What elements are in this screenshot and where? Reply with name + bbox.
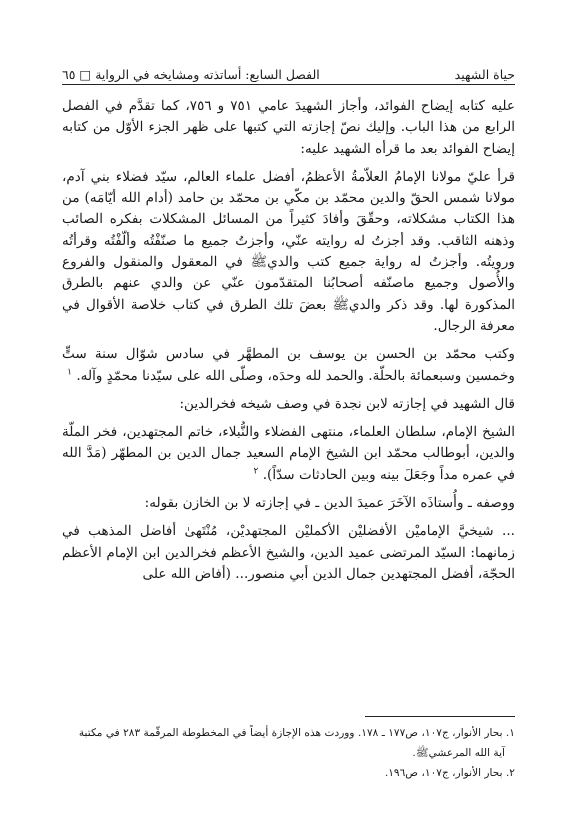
footnote-1: ١. بحار الأنوار، ج١٠٧، ص١٧٧ ـ ١٧٨. ووردت هذه الإجازة أيضاً في المخطوطة المرقّمة ٢٨٣ في مكتبة: [78, 727, 515, 739]
paragraph-ibn-najda: قال الشهيد في إجازته لابن نجدة في وصف شيخه فخرالدين:: [179, 395, 515, 412]
header-divider: [62, 84, 515, 85]
ijaza-text: قرأ عليّ مولانا الإمامُ العلاّمةُ الأعظمُ، أفضل علماء العالم، سيّد فضلاء بني آدم، مولانا شمس الحقّ والدين محمّد بن مكّي بن محمّد بن حامد (أدام الله أيّامَه) من هذا الكتاب مشكلاته، وحقّقَ وأفادَ كثيراً من المسائل المشكلات بفكره الصائب وذهنه الثاقب. وقد أجزتُ له روايته عنّي، وأجزتُ جميع ما صنّفْتُه وألّفْتُه وقرأتُه ورويتُه. وأجزتُ له رواية جميع كتب والديﷺ في المعقول والمنقول والفروع والأُصول وجميع ماصنّفه أصحابُنا المتقدّمون عنّي عن والدي عنهم بالطرق المذكورة لها. وقد ذكر والديﷺ بعضَ تلك الطرق في كتاب خلاصة الأقوال في معرفة الرجال.: [62, 168, 515, 334]
footnote-ref-1: ١: [67, 367, 73, 378]
footnote-ref-2: ٢: [253, 466, 259, 477]
running-header: [62, 60, 515, 82]
paragraph-intro: عليه كتابه إيضاح الفوائد، وأجاز الشهيدَ عامي ٧٥١ و ٧٥٦، كما تقدَّم في الفصل الرابع من هذا الباب. وإليك نصّ إجازته التي كتبها على ظهر الجزء الأوّل من كتابه إيضاح الفوائد بعد ما قرأه الشهيد عليه:: [62, 98, 515, 157]
header-book-title: حياة الشهيد: [454, 67, 515, 82]
footnote-1-continued: آية الله المرعشيﷺ.: [412, 747, 505, 759]
footnote-2: ٢. بحار الأنوار، ج١٠٧، ص١٩٦.: [384, 767, 515, 779]
paragraph-ibn-khazin: ووصفه ـ وأُستاذَه الآخَرَ عميدَ الدين ـ في إجازته لا بن الخازن بقوله:: [144, 495, 515, 512]
header-chapter-title: الفصل السابع: أساتذته ومشايخه في الرواية □ ٦٥: [62, 67, 320, 82]
ijaza-closing: [62, 344, 515, 387]
footnote-divider: [365, 716, 515, 717]
quote-two-masters: ... شيخيَّ الإماميْن الأفضليْن الأكمليْن المجتهديْن، مُنْتَهىٰ أفاضل المذهب في زمانهما: السيّد المرتضى عميد الدين، والشيخ الأعظم فخرالدين ابن الإمام الأعظم الحجّة، أفضل المجتهدين جمال الدين أبي منصور... (أفاض الله على: [62, 523, 515, 582]
quote-fakhr-text: الشيخ الإمام، سلطان العلماء، منتهى الفضلاء والنُّبلاء، خاتم المجتهدين، فخر الملّة والدين، أبوطالب محمّد ابن الشيخ الإمام السعيد جمال الدين بن المطهّر (مَدَّ الله في عمره مداً وجَعَلَ بينه وبين الحادثات سدّاً).: [62, 424, 515, 483]
page-body: [62, 96, 515, 592]
quote-fakhr-al-din: [62, 422, 515, 486]
ijaza-closing-text: وكتب محمّد بن الحسن بن يوسف بن المطهَّر في سادس شوّال سنة ستٍّ وخمسين وسبعمائة بالحلّة. والحمد لله وحدَه، وصلّى الله على سيّدنا محمّدٍ وآله.: [62, 346, 515, 384]
footnotes: [62, 724, 515, 784]
